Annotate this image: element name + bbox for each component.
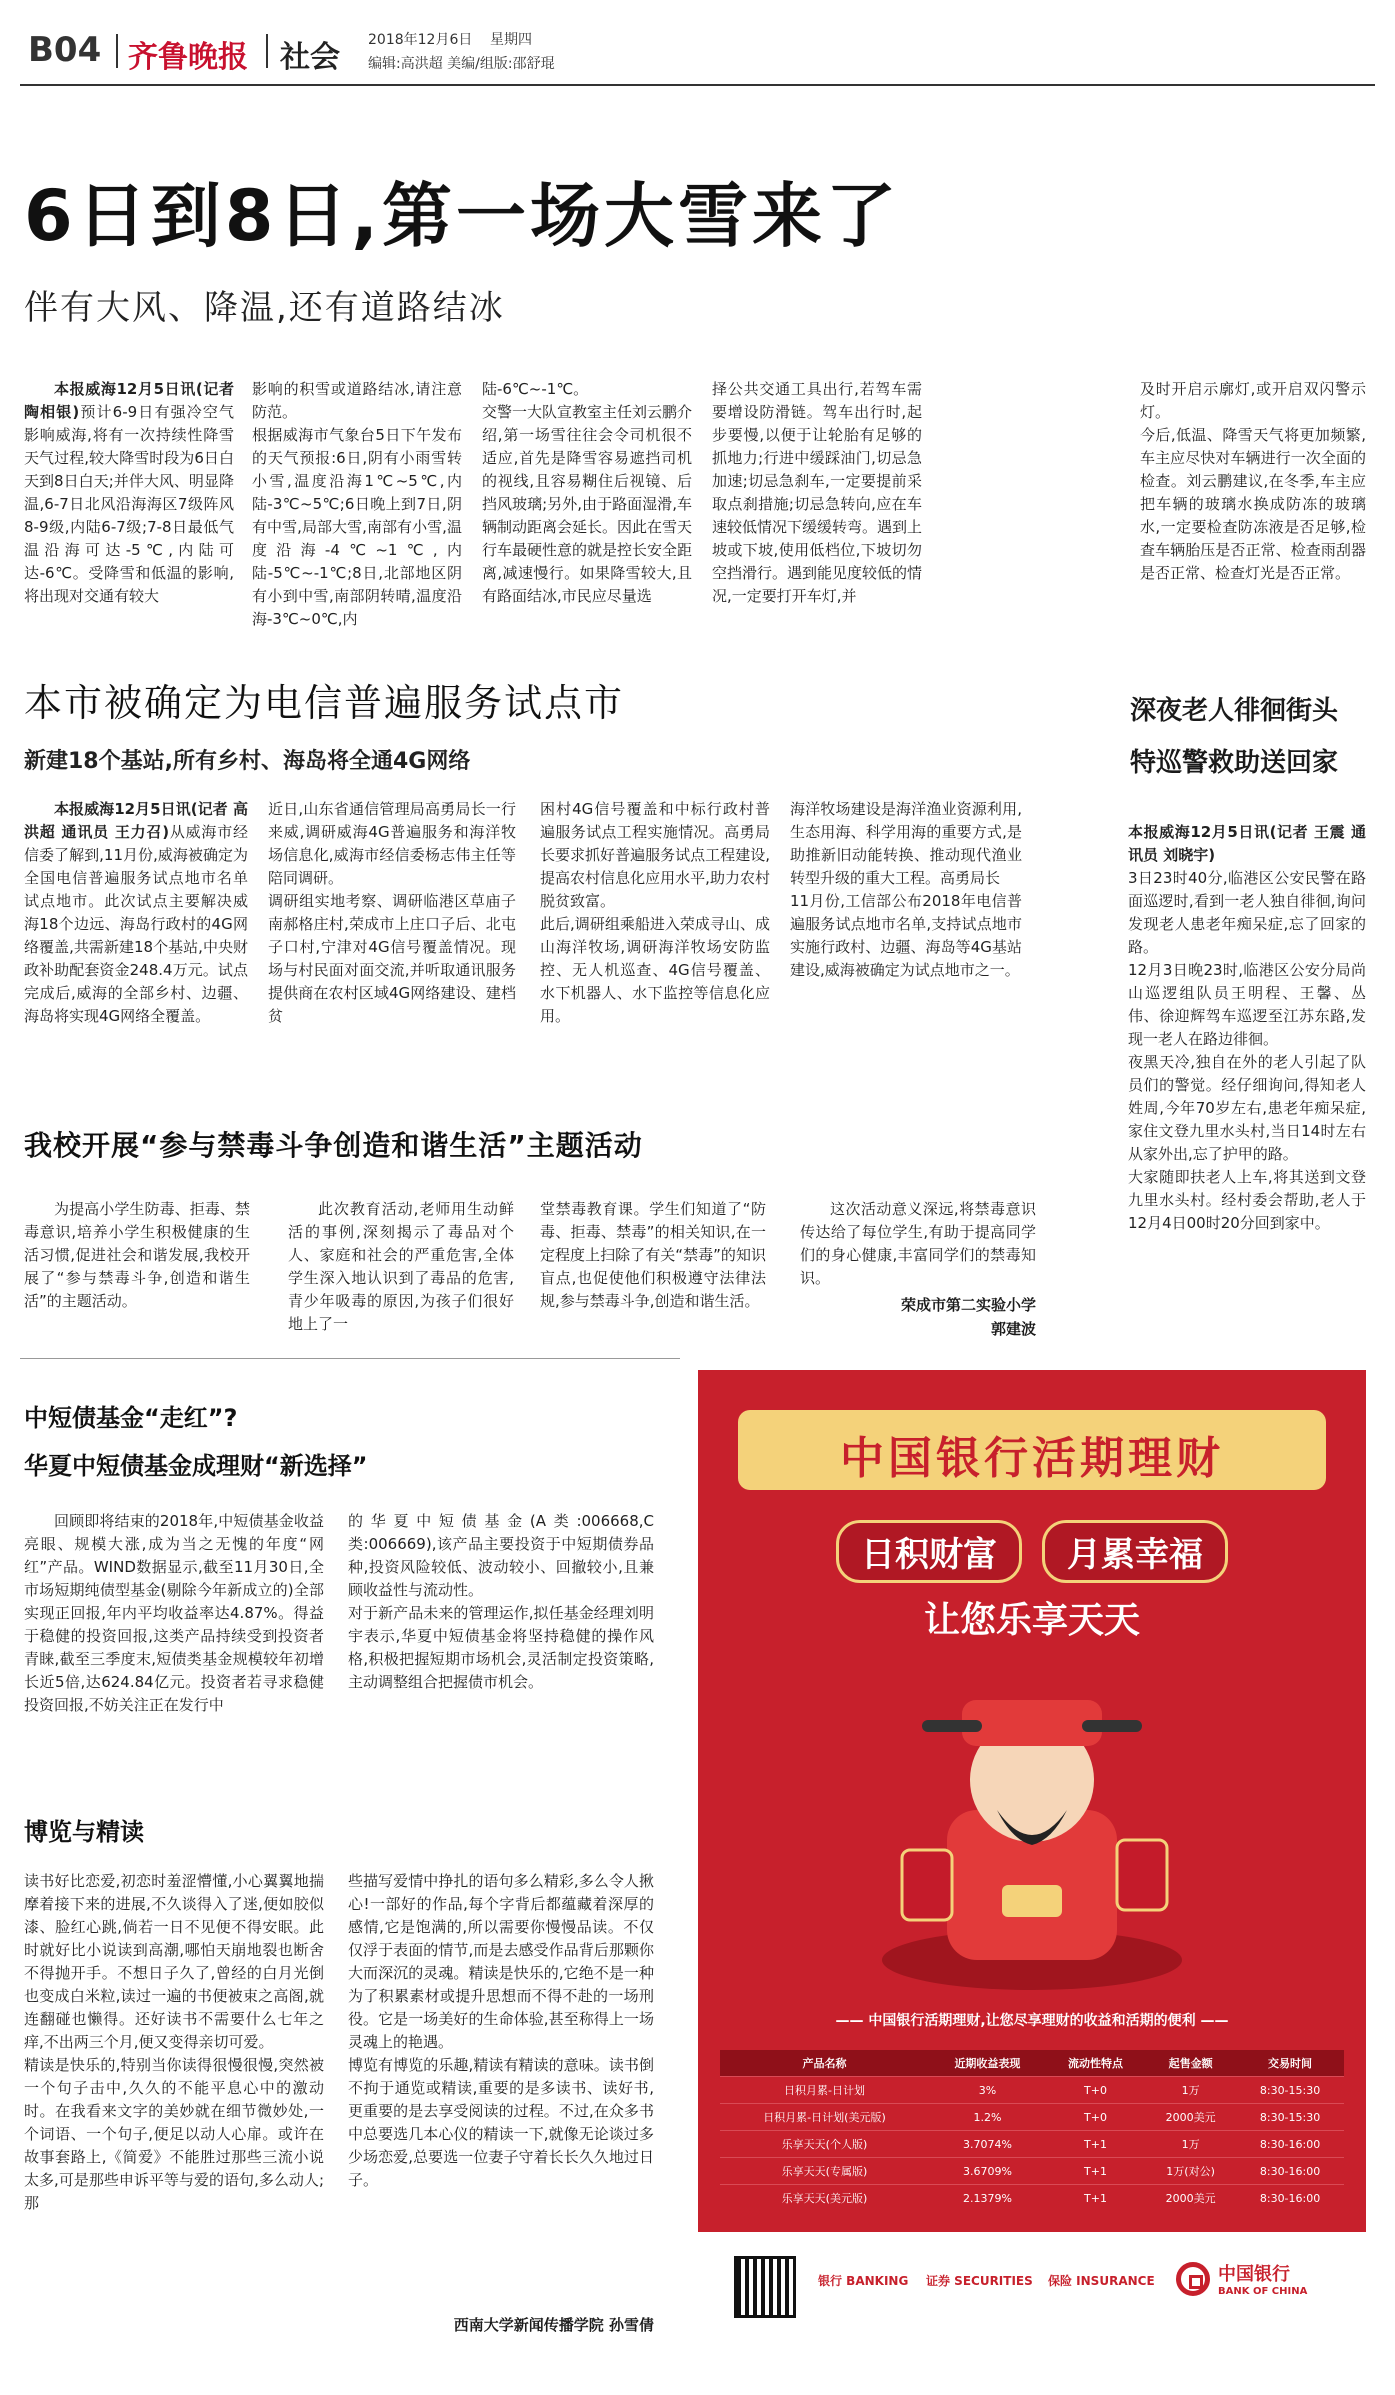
ad-th: 流动性特点 [1046,2050,1145,2077]
ad-td: T+0 [1046,2077,1145,2104]
ad-td: 日积月累-日计划 [720,2077,929,2104]
bank-name-en: BANK OF CHINA [1218,2286,1308,2297]
main-headline: 6日到8日,第一场大雪来了 [24,175,901,257]
issue-weekday: 星期四 [490,32,532,48]
ad-td: 1.2% [929,2104,1046,2131]
fund-headline-2: 华夏中短债基金成理财“新选择” [24,1452,368,1480]
main-subheadline: 伴有大风、降温,还有道路结冰 [24,288,505,328]
drug-col-3: 堂禁毒教育课。学生们知道了“防毒、拒毒、禁毒”的相关知识,在一定程度上扫除了有关“禁毒”的知识盲点,也促使他们积极遵守法律法规,参与禁毒斗争,创造和谐生活。 [540,1200,766,1310]
ad-td: 8:30-16:00 [1236,2131,1344,2158]
page-number: B04 [28,30,102,70]
fund-headline-1: 中短债基金“走红”? [24,1404,238,1432]
drug-signature-author: 郭建波 [990,1320,1036,1338]
ad-td: 8:30-16:00 [1236,2158,1344,2185]
issue-date: 2018年12月6日 [368,32,473,48]
divider [266,34,268,68]
drug-col-2: 此次教育活动,老师用生动鲜活的事例,深刻揭示了毒品对个人、家庭和社会的严重危害,全体学生深入地认识到了毒品的危害,青少年吸毒的原因,为孩子们很好地上了一 [288,1200,514,1333]
ad-td: 8:30-15:30 [1236,2077,1344,2104]
ad-td: 1万(对公) [1145,2158,1236,2185]
table-row [720,2104,1344,2131]
footer-securities: 证券 SECURITIES [926,2274,1033,2288]
god-of-wealth-illustration [862,1660,1202,2000]
main-col-1: 本报威海12月5日讯(记者 陶相银)预计6-9日有强冷空气影响威海,将有一次持续性降雪天气过程,较大降雪时段为6日白天到8日白天;并伴大风、明显降温,6-7日北风沿海海区7级阵风8-9级,内陆6-7级;7-8日最低气温沿海可达-5℃,内陆可达-6℃。受降雪和低温的影响,将出现对交通有较大 [24,380,234,605]
fund-col-2: 的华夏中短债基金(A类:006668,C类:006669),该产品主要投资于中短期债券品种,投资风险较低、波动较小、回撤较小,且兼顾收益性与流动性。 对于新产品未来的管理运作,拟任基金经理刘明宇表示,华夏中短债基金将坚持稳健的操作风格,积极把握短期市场机会,灵活制定投资策略,主动调整组合把握债市机会。 [348,1512,654,1691]
editors: 编辑:高洪超 美编/组版:邵舒琨 [368,56,555,72]
ad-td: T+1 [1046,2185,1145,2212]
ad-td: 2.1379% [929,2185,1046,2212]
ad-td: 3.7074% [929,2131,1046,2158]
ad-th: 近期收益表现 [929,2050,1046,2077]
ad-th: 交易时间 [1236,2050,1344,2077]
footer-insurance: 保险 INSURANCE [1048,2274,1155,2288]
ad-th: 产品名称 [720,2050,929,2077]
drug-col-1: 为提高小学生防毒、拒毒、禁毒意识,培养小学生积极健康的生活习惯,促进社会和谐发展,我校开展了“参与禁毒斗争,创造和谐生活”的主题活动。 [24,1200,250,1310]
table-row [720,2077,1344,2104]
elderly-body: 本报威海12月5日讯(记者 王震 通讯员 刘晓宇) 3日23时40分,临港区公安民警在路面巡逻时,看到一老人独自徘徊,询问发现老人患老年痴呆症,忘了回家的路。 12月3日晚23时,临港区公安分局尚山巡逻组队员王明程、王馨、丛伟、徐迎辉驾车巡逻至江苏东路,发现一老人在路边徘徊。 夜黑天冷,独自在外的老人引起了队员们的警觉。经仔细询问,得知老人姓周,今年70岁左右,患老年痴呆症,家住文登九里水头村,当日14时左右从家外出,忘了护甲的路。 大家随即扶老人上车,将其送到文登九里水头村。经村委会帮助,老人于12月4日00时20分回到家中。 [1128,823,1366,1232]
bank-name-cn: 中国银行 [1218,2264,1290,2285]
drug-headline: 我校开展“参与禁毒斗争创造和谐生活”主题活动 [24,1129,643,1162]
ad-td: 1万 [1145,2131,1236,2158]
ad-td: 2000美元 [1145,2104,1236,2131]
main-col-5: 及时开启示廓灯,或开启双闪警示灯。 今后,低温、降雪天气将更加频繁,车主应尽快对车辆进行一次全面的检查。刘云鹏建议,在冬季,车主应把车辆的玻璃水换成防冻的玻璃水,一定要检查防冻液是否足够,检查车辆胎压是否正常、检查雨刮器是否正常、检查灯光是否正常。 [1140,380,1366,582]
ad-th: 起售金额 [1145,2050,1236,2077]
reading-signature: 西南大学新闻传播学院 孙雪倩 [453,2316,654,2334]
telecom-col-4: 海洋牧场建设是海洋渔业资源利用,生态用海、科学用海的重要方式,是助推新旧动能转换、推动现代渔业转型升级的重大工程。高勇局长 11月份,工信部公布2018年电信普遍服务试点地市名单,支持试点地市实施行政村、边疆、海岛等4G基站建设,威海被确定为试点地市之一。 [790,800,1022,979]
ad-footer [698,2232,1366,2350]
bank-of-china-logo-icon [1176,2262,1210,2296]
telecom-byline: 本报威海12月5日讯(记者 高洪超 通讯员 王力召) [24,800,248,841]
ad-product-table [720,2050,1344,2211]
reading-col-1: 读书好比恋爱,初恋时羞涩懵懂,小心翼翼地揣摩着接下来的进展,不久谈得入了迷,便如胶似漆、脸红心跳,倘若一日不见便不得安眠。此时就好比小说读到高潮,哪怕天崩地裂也断舍不得抛开手。不想日子久了,曾经的白月光倒也变成白米粒,读过一遍的书便被束之高阁,就连翻碰也懒得。还好读书不需要什么七年之痒,不出两三个月,便又变得亲切可爱。 精读是快乐的,特别当你读得很慢很慢,突然被一个句子击中,久久的不能平息心中的激动时。在我看来文字的美妙就在细节微妙处,一个词语、一个句子,便足以动人心扉。或许在故事套路上,《简爱》不能胜过那些三流小说太多,可是那些申诉平等与爱的语句,多么动人;那 [24,1872,324,2212]
ad-td: 日积月累-日计划(美元版) [720,2104,929,2131]
section-name: 社会 [280,40,340,75]
masthead-rule [20,84,1375,86]
ad-td: 8:30-16:00 [1236,2185,1344,2212]
ad-slogan-right: 月累幸福 [1042,1520,1228,1583]
ad-slogan-row-1 [698,1520,1366,1583]
paper-logo: 齐鲁晚报 [128,40,248,75]
masthead [28,24,1368,84]
ad-title-banner [738,1410,1326,1490]
elderly-byline: 本报威海12月5日讯(记者 王震 通讯员 刘晓宇) [1128,823,1366,864]
section-rule [20,1358,680,1359]
ad-td: T+0 [1046,2104,1145,2131]
table-row [720,2158,1344,2185]
qr-code-icon [734,2256,796,2318]
telecom-col-2: 近日,山东省通信管理局高勇局长一行来威,调研威海4G普遍服务和海洋牧场信息化,威海市经信委杨志伟主任等陪同调研。 调研组实地考察、调研临港区草庙子南郝格庄村,荣成市上庄口子后、北屯子口村,宁津对4G信号覆盖情况。现场与村民面对面交流,并听取通讯服务提供商在农村区域4G网络建设、建档贫 [268,800,516,1025]
ad-slogan-left: 日积财富 [836,1520,1022,1583]
ad-td: 乐享天天(专属版) [720,2158,929,2185]
table-row [720,2131,1344,2158]
telecom-headline: 本市被确定为电信普遍服务试点市 [24,681,625,725]
footer-banking: 银行 BANKING [818,2274,909,2288]
fund-col-1: 回顾即将结束的2018年,中短债基金收益亮眼、规模大涨,成为当之无愧的年度“网红”产品。WIND数据显示,截至11月30日,全市场短期纯债型基金(剔除今年新成立的)全部实现正回报,年内平均收益率达4.87%。得益于稳健的投资回报,这类产品持续受到投资者青睐,截至三季度末,短债类基金规模较年初增长近5倍,达624.84亿元。投资者若寻求稳健投资回报,不妨关注正在发行中 [24,1512,324,1714]
telecom-col-3: 困村4G信号覆盖和中标行政村普遍服务试点工程实施情况。高勇局长要求抓好普遍服务试点工程建设,提高农村信息化应用水平,助力农村脱贫致富。 此后,调研组乘船进入荣成寻山、成山海洋牧场,调研海洋牧场安防监控、无人机巡查、4G信号覆盖、水下机器人、水下监控等信息化应用。 [540,800,770,1025]
ad-td: 8:30-15:30 [1236,2104,1344,2131]
elderly-title-line-1: 深夜老人徘徊街头 [1130,696,1339,726]
ad-table-header [720,2050,1344,2077]
divider [116,34,118,68]
bank-advertisement [698,1370,1366,2350]
ad-td: T+1 [1046,2158,1145,2185]
main-byline: 本报威海12月5日讯(记者 陶相银) [24,380,234,421]
drug-signature-school: 荣成市第二实验小学 [900,1296,1036,1314]
ad-td: 1万 [1145,2077,1236,2104]
drug-col-4: 这次活动意义深远,将禁毒意识传达给了每位学生,有助于提高同学们的身心健康,丰富同学们的禁毒知识。 [800,1200,1036,1287]
telecom-col-1: 本报威海12月5日讯(记者 高洪超 通讯员 王力召)从威海市经信委了解到,11月份,威海被确定为全国电信普遍服务试点地市名单试点地市。此次试点主要解决威海18个边远、海岛行政村的4G网络覆盖,共需新建18个基站,中央财政补助配套资金248.4万元。试点完成后,威海的全部乡村、边疆、海岛将实现4G网络全覆盖。 [24,800,248,1025]
main-col-4: 择公共交通工具出行,若驾车需要增设防滑链。驾车出行时,起步要慢,以便于让轮胎有足够的抓地力;行进中缓踩油门,切忌急加速;切忌急刹车,一定要提前采取点刹措施;切忌急转向,应在车速较低情况下缓缓转弯。遇到上坡或下坡,使用低档位,下坡切勿空挡滑行。遇到能见度较低的情况,一定要打开车灯,并 [712,380,923,605]
ad-td: 乐享天天(个人版) [720,2131,929,2158]
ad-td: 3.6709% [929,2158,1046,2185]
elderly-title-line-2: 特巡警救助送回家 [1130,748,1339,778]
ad-slogan-row-2: 让您乐享天天 [923,1600,1140,1641]
table-row [720,2185,1344,2212]
ad-td: 3% [929,2077,1046,2104]
reading-col-2: 些描写爱情中挣扎的语句多么精彩,多么令人揪心!一部好的作品,每个字背后都蕴藏着深厚的感情,它是饱满的,所以需要你慢慢品读。不仅仅浮于表面的情节,而是去感受作品背后那颗你大而深沉的灵魂。精读是快乐的,它绝不是一种为了积累素材或提升思想而不得不赴的一场刑役。它是一场美好的生命体验,甚至称得上一场灵魂上的艳遇。 博览有博览的乐趣,精读有精读的意味。读书倒不拘于通览或精读,重要的是多读书、读好书,更重要的是去享受阅读的过程。不过,在众多书中总要选几本心仪的精读一下,就像无论谈过多少场恋爱,总要选一位妻子守着长长久久地过日子。 [348,1872,654,2189]
ad-td: 2000美元 [1145,2185,1236,2212]
reading-headline: 博览与精读 [24,1818,144,1846]
ad-title: 中国银行活期理财 [840,1433,1224,1484]
ad-td: T+1 [1046,2131,1145,2158]
telecom-subheadline: 新建18个基站,所有乡村、海岛将全通4G网络 [24,749,471,774]
ad-tagline: —— 中国银行活期理财,让您尽享理财的收益和活期的便利 —— [835,2013,1229,2029]
ad-td: 乐享天天(美元版) [720,2185,929,2212]
main-col-3: 陆-6℃~-1℃。 交警一大队宣教室主任刘云鹏介绍,第一场雪往往会令司机很不适应,首先是降雪容易遮挡司机的视线,且容易糊住后视镜、后挡风玻璃;另外,由于路面湿滑,车辆制动距离会延长。因此在雪天行车最硬性意的就是控长安全距离,减速慢行。如果降雪较大,且有路面结冰,市民应尽量选 [482,380,693,605]
main-col-2: 影响的积雪或道路结冰,请注意防范。 根据威海市气象台5日下午发布的天气预报:6日,阴有小雨雪转小雪,温度沿海1℃~5℃,内陆-3℃~5℃;6日晚上到7日,阴有中雪,局部大雪,南部有小雪,温度沿海-4℃~1℃,内陆-5℃~-1℃;8日,北部地区阴有小到中雪,南部阴转晴,温度沿海-3℃~0℃,内 [252,380,462,628]
